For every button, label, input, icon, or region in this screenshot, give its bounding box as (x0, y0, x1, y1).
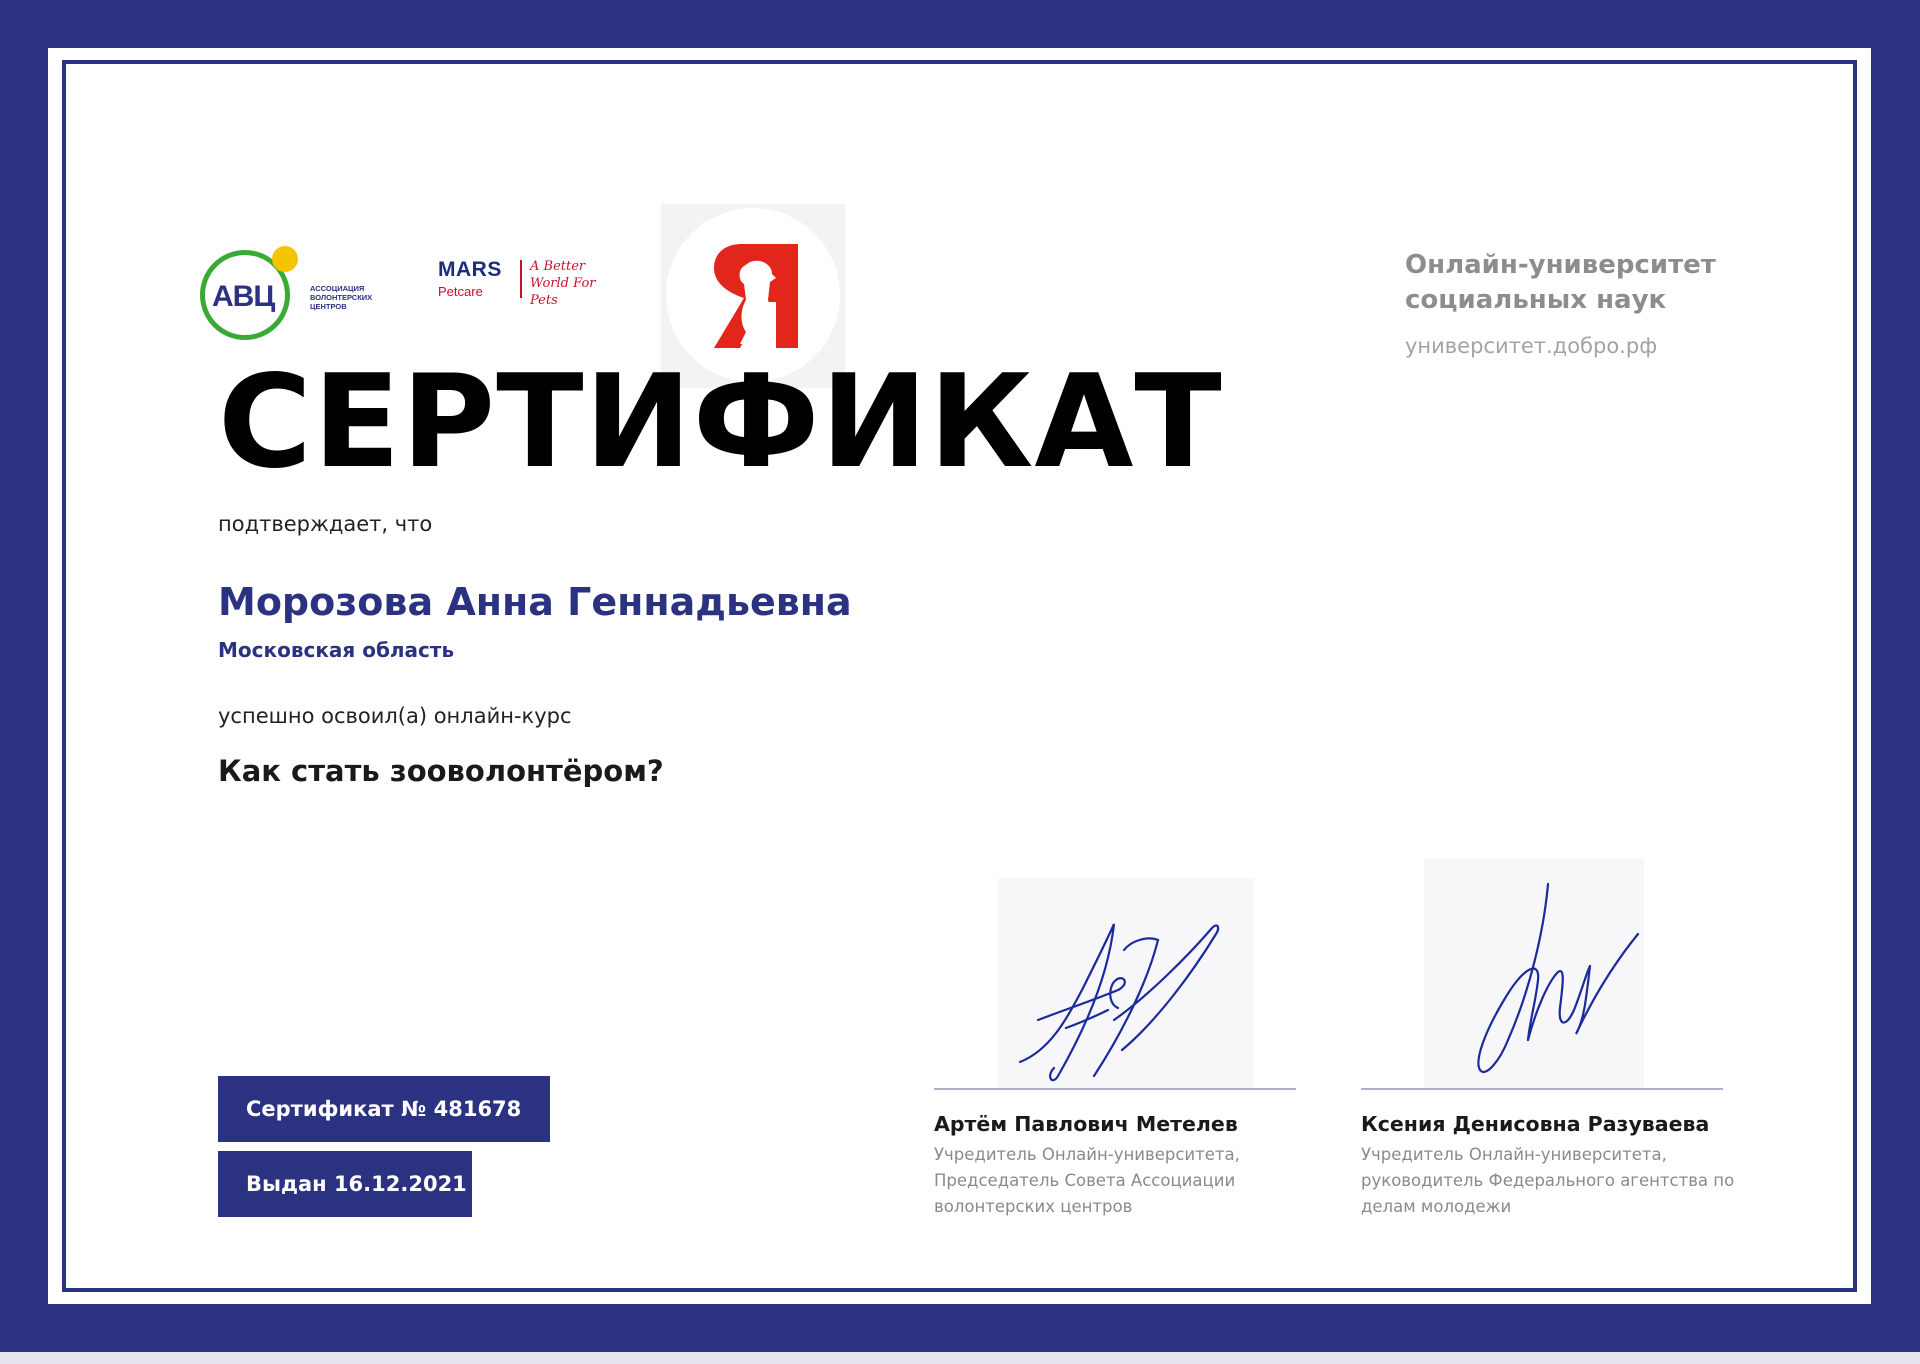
confirms-text: подтверждает, что (218, 512, 433, 536)
signature-line-1 (934, 1088, 1296, 1090)
signature-2-icon (1424, 870, 1664, 1090)
avc-sun-icon (272, 246, 298, 272)
recipient-name: Морозова Анна Геннадьевна (218, 580, 852, 624)
signature-line-2 (1361, 1088, 1723, 1090)
signer-name-1: Артём Павлович Метелев (934, 1112, 1238, 1136)
certificate-title: СЕРТИФИКАТ (218, 348, 1223, 497)
recipient-region: Московская область (218, 638, 455, 662)
signer-role-1: Учредитель Онлайн-университета, Председатель Совета Ассоциации волонтерских центров (934, 1145, 1240, 1216)
signature-1-icon (998, 900, 1254, 1090)
mars-separator (520, 260, 522, 298)
ya-dog-logo-icon (700, 240, 806, 352)
signer-role-2: Учредитель Онлайн-университета, руководитель Федерального агентства по делам молодежи (1361, 1145, 1735, 1216)
mars-petcare-logo (432, 250, 612, 310)
bottom-strip (0, 1352, 1920, 1364)
avc-logo (200, 246, 400, 352)
mars-subtitle: Petcare (438, 284, 483, 299)
university-url: университет.добро.рф (1405, 334, 1658, 358)
mars-title: MARS (438, 258, 502, 281)
mars-tagline: A Better World For Pets (530, 259, 596, 308)
certificate-number-badge: Сертификат № 481678 (218, 1076, 550, 1142)
avc-letters: АВЦ (212, 280, 275, 313)
issue-date-badge: Выдан 16.12.2021 (218, 1151, 472, 1217)
avc-caption: АССОЦИАЦИЯ ВОЛОНТЕРСКИХ ЦЕНТРОВ (310, 284, 373, 311)
signer-name-2: Ксения Денисовна Разуваева (1361, 1112, 1710, 1136)
mastered-text: успешно освоил(а) онлайн-курс (218, 704, 572, 728)
course-title: Как стать зооволонтёром? (218, 754, 664, 788)
university-name: Онлайн-университет социальных наук (1405, 250, 1716, 315)
